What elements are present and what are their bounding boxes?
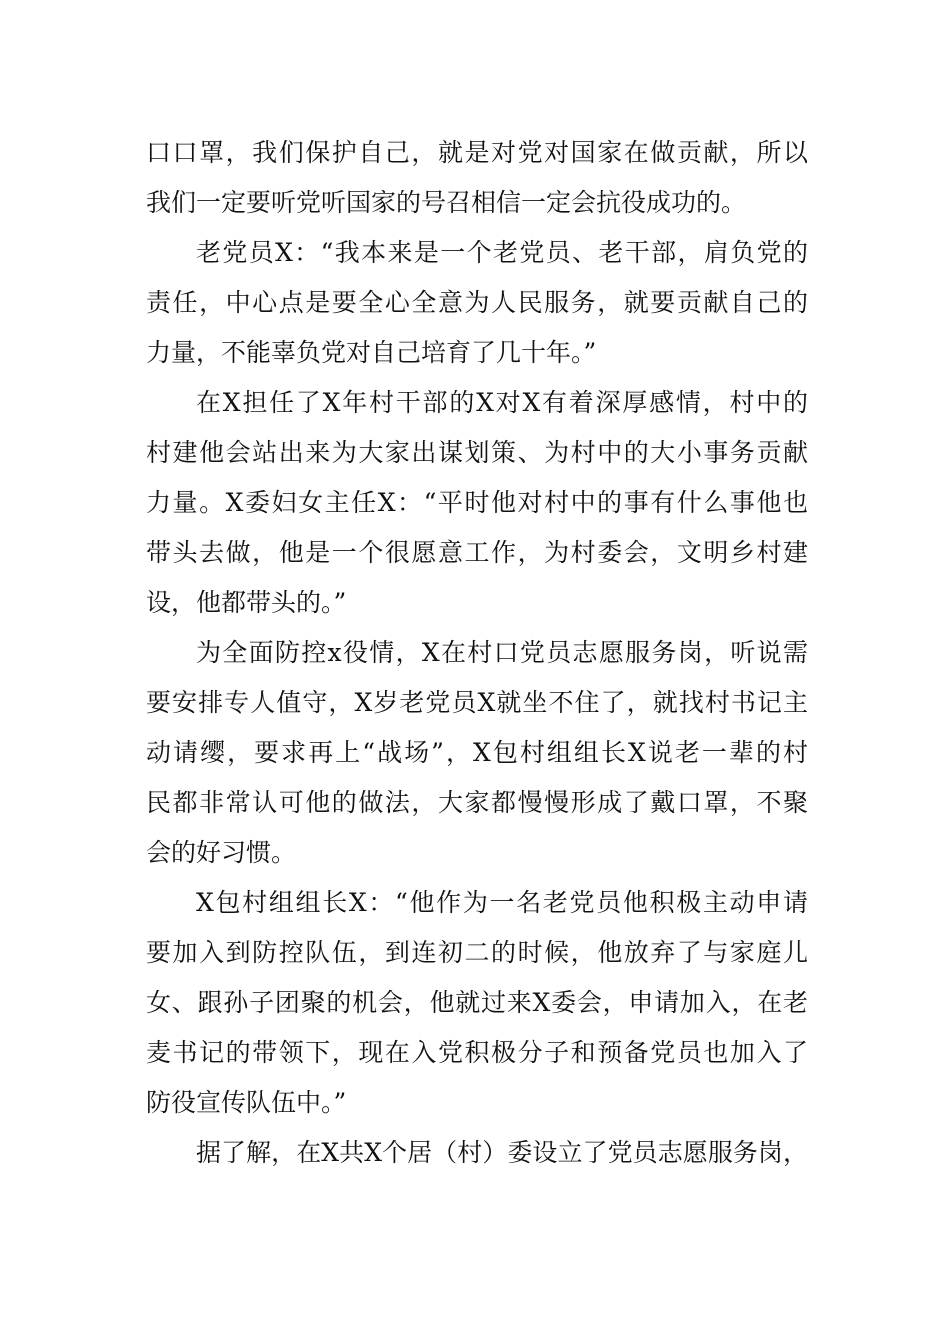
- text-line: 带头去做，他是一个很愿意工作，为村委会，文明乡村建: [146, 538, 808, 567]
- text-line: X包村组组长X：“他作为一名老党员他积极主动申请: [196, 888, 808, 917]
- text-line: 我们一定要听党听国家的号召相信一定会抗役成功的。: [146, 188, 747, 217]
- text-line: 要安排专人值守，X岁老党员X就坐不住了，就找村书记主: [146, 688, 808, 717]
- text-line: 据了解，在X共X个居（村）委设立了党员志愿服务岗，: [196, 1138, 808, 1167]
- document-body: [146, 128, 808, 1178]
- text-line: 麦书记的带领下，现在入党积极分子和预备党员也加入了: [146, 1038, 808, 1067]
- text-line: 女、跟孙子团聚的机会，他就过来X委会，申请加入，在老: [146, 988, 808, 1017]
- text-line: 责任，中心点是要全心全意为人民服务，就要贡献自己的: [146, 288, 808, 317]
- text-line: 在X担任了X年村干部的X对X有着深厚感情，村中的: [196, 388, 808, 417]
- text-line: 防役宣传队伍中。”: [146, 1088, 347, 1117]
- text-line: 设，他都带头的。”: [146, 588, 347, 617]
- text-line: 为全面防控x役情，X在村口党员志愿服务岗，听说需: [196, 638, 808, 667]
- text-line: 口口罩，我们保护自己，就是对党对国家在做贡献，所以: [146, 138, 808, 167]
- text-line: 力量。X委妇女主任X：“平时他对村中的事有什么事他也: [146, 488, 808, 517]
- text-line: 村建他会站出来为大家出谋划策、为村中的大小事务贡献: [146, 438, 808, 467]
- text-line: 会的好习惯。: [146, 838, 297, 867]
- text-line: 动请缨，要求再上“战场”，X包村组组长X说老一辈的村: [146, 738, 808, 767]
- text-line: 要加入到防控队伍，到连初二的时候，他放弃了与家庭儿: [146, 938, 808, 967]
- text-line: 老党员X：“我本来是一个老党员、老干部，肩负党的: [196, 238, 808, 267]
- text-line: 民都非常认可他的做法，大家都慢慢形成了戴口罩，不聚: [146, 788, 808, 817]
- text-line: 力量，不能辜负党对自己培育了几十年。”: [146, 338, 597, 367]
